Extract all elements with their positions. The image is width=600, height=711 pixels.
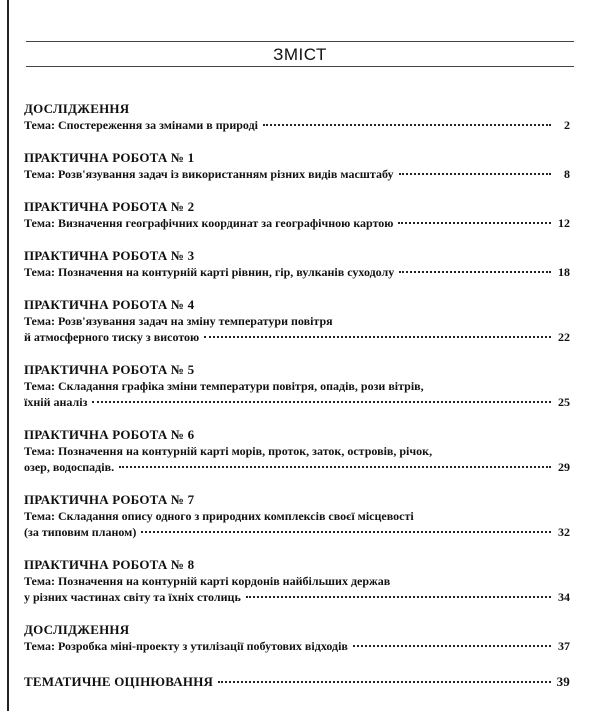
entry-topic-text: у різних частинах світу та їхніх столиць — [24, 590, 241, 604]
entry-topic-text: Тема: Складання графіка зміни температури повітря, опадів, рози вітрів, — [24, 379, 424, 393]
dot-leader — [398, 222, 551, 224]
dot-leader — [92, 401, 551, 403]
left-margin-rule — [7, 0, 9, 711]
toc-entry-research-2[interactable] — [24, 622, 570, 654]
entry-heading: ПРАКТИЧНА РОБОТА № 1 — [24, 150, 195, 165]
entry-topic-line — [24, 264, 570, 280]
entry-topic-line — [24, 329, 570, 345]
toc-entry-practical-4[interactable] — [24, 297, 570, 345]
dot-leader — [263, 124, 551, 126]
entry-page-number: 18 — [558, 265, 570, 279]
entry-heading: ДОСЛІДЖЕННЯ — [24, 622, 130, 637]
page-title: ЗМІСТ — [261, 44, 339, 66]
entry-page-number: 32 — [558, 525, 570, 539]
entry-topic-text: їхній аналіз — [24, 395, 88, 409]
entry-page-number: 29 — [558, 460, 570, 474]
dot-leader — [399, 173, 552, 175]
entry-topic-line — [24, 638, 570, 654]
toc-entry-practical-1[interactable] — [24, 150, 570, 182]
entry-topic-line — [24, 166, 570, 182]
toc-entry-practical-7[interactable] — [24, 492, 570, 540]
entry-page-number: 12 — [558, 216, 570, 230]
entry-heading: ПРАКТИЧНА РОБОТА № 8 — [24, 557, 195, 572]
entry-topic-line — [24, 589, 570, 605]
entry-page-number: 2 — [564, 118, 570, 132]
entry-heading: ПРАКТИЧНА РОБОТА № 4 — [24, 297, 195, 312]
entry-page-number: 8 — [564, 167, 570, 181]
dot-leader — [353, 645, 551, 647]
toc-entry-practical-3[interactable] — [24, 248, 570, 280]
entry-topic-text: Тема: Розв'язування задач на зміну температури повітря — [24, 314, 333, 328]
entry-heading: ПРАКТИЧНА РОБОТА № 7 — [24, 492, 195, 507]
dot-leader — [246, 596, 551, 598]
entry-page-number: 25 — [558, 395, 570, 409]
title-rule-top — [26, 41, 574, 42]
entry-topic-line — [24, 394, 570, 410]
dot-leader — [119, 466, 551, 468]
entry-topic-line — [24, 117, 570, 133]
entry-topic-text: Тема: Складання опису одного з природних комплексів своєї місцевості — [24, 509, 414, 523]
toc-entry-practical-2[interactable] — [24, 199, 570, 231]
entry-page-number: 22 — [558, 330, 570, 344]
entry-topic-text: озер, водоспадів. — [24, 460, 115, 474]
entry-heading: ПРАКТИЧНА РОБОТА № 2 — [24, 199, 195, 214]
entry-page-number: 34 — [558, 590, 570, 604]
entry-heading: ПРАКТИЧНА РОБОТА № 6 — [24, 427, 195, 442]
summary-label: ТЕМАТИЧНЕ ОЦІНЮВАННЯ — [24, 674, 214, 689]
title-band — [26, 41, 574, 69]
entry-topic-text: Тема: Визначення географічних координат за географічною картою — [24, 216, 394, 230]
entry-heading: ПРАКТИЧНА РОБОТА № 5 — [24, 362, 195, 377]
dot-leader — [204, 336, 551, 338]
toc-entry-research-1[interactable] — [24, 101, 570, 133]
toc-entry-practical-8[interactable] — [24, 557, 570, 605]
toc-entry-practical-6[interactable] — [24, 427, 570, 475]
summary-page-number: 39 — [556, 674, 570, 689]
title-rule-bottom — [26, 66, 574, 67]
entry-topic-text: й атмосферного тиску з висотою — [24, 330, 200, 344]
dot-leader — [141, 531, 551, 533]
entry-topic-text: Тема: Позначення на контурній карті кордонів найбільших держав — [24, 574, 391, 588]
summary-line — [24, 674, 570, 690]
entry-heading: ДОСЛІДЖЕННЯ — [24, 101, 130, 116]
entry-topic-text: Тема: Позначення на контурній карті рівнин, гір, вулканів суходолу — [24, 265, 395, 279]
entry-topic-text: Тема: Позначення на контурній карті морів, проток, заток, островів, річок, — [24, 444, 433, 458]
toc-entry-practical-5[interactable] — [24, 362, 570, 410]
entry-topic-text: Тема: Розробка міні-проекту з утилізації побутових відходів — [24, 639, 348, 653]
entry-topic-text: Тема: Розв'язування задач із використанням різних видів масштабу — [24, 167, 394, 181]
dot-leader — [399, 271, 551, 273]
entry-topic-text: Тема: Спостереження за змінами в природі — [24, 118, 258, 132]
entry-heading: ПРАКТИЧНА РОБОТА № 3 — [24, 248, 195, 263]
entry-topic-text: (за типовим планом) — [24, 525, 137, 539]
toc-entry-thematic-assessment[interactable] — [24, 674, 570, 690]
entry-page-number: 37 — [558, 639, 570, 653]
entry-topic-line — [24, 459, 570, 475]
entry-topic-line — [24, 215, 570, 231]
table-of-contents — [24, 101, 570, 707]
entry-topic-line — [24, 524, 570, 540]
dot-leader — [218, 681, 551, 683]
